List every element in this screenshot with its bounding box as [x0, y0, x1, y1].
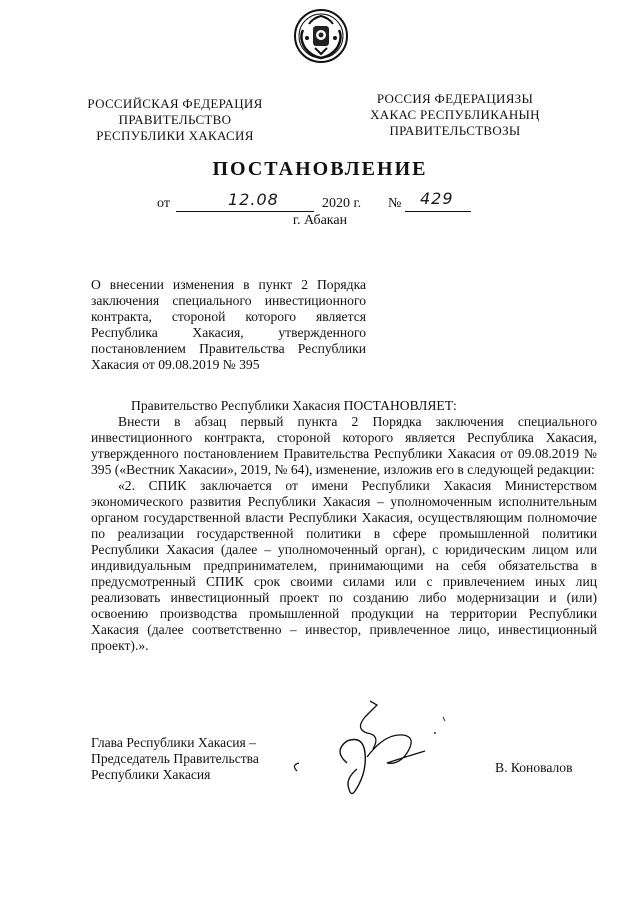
city: г. Абакан: [292, 213, 348, 228]
subject-line: заключения специального инвестиционного: [91, 293, 366, 308]
document-title: ПОСТАНОВЛЕНИЕ: [212, 158, 428, 180]
subject-block: [91, 277, 366, 373]
subject-line: Республика Хакасия, утвержденного: [91, 325, 366, 340]
header-right-line: ПРАВИТЕЛЬСТВОЗЫ: [389, 123, 521, 138]
signatory-line: Председатель Правительства: [91, 751, 259, 766]
handwritten-number: 429: [420, 189, 454, 208]
header-right-line: РОССИЯ ФЕДЕРАЦИЯЗЫ: [376, 91, 534, 106]
subject-line: контракта, стороной которого является: [91, 309, 366, 324]
header-left-line: РЕСПУБЛИКИ ХАКАСИЯ: [96, 128, 254, 143]
header-right: [355, 91, 555, 139]
coat-of-arms-icon: [293, 8, 349, 64]
header-left: [75, 96, 275, 144]
signatory-line: Глава Республики Хакасия –: [91, 735, 256, 750]
signatory-line: Республики Хакасия: [91, 767, 211, 782]
signatory-name: В. Коновалов: [495, 760, 573, 775]
year-label: 2020 г.: [322, 196, 362, 211]
paragraph-1: Внести в абзац первый пункта 2 Порядка заключения специального инвестиционного контракта, стороной которого является Республика Хакасия, утвержденного постановлением Правительства Республики Хакасия от 09.08.2019 № 395 («Вестник Хакасии», 2019, № 64), изменение, изложив его в следующей редакции:: [91, 414, 597, 477]
handwritten-date: 12.08: [228, 190, 279, 209]
header-left-line: ПРАВИТЕЛЬСТВО: [118, 112, 232, 127]
signatory-title: [91, 735, 259, 783]
subject-line: постановлением Правительства Республики: [91, 341, 366, 356]
from-label: от: [157, 196, 170, 211]
header-left-line: РОССИЙСКАЯ ФЕДЕРАЦИЯ: [87, 96, 263, 111]
paragraph-2: «2. СПИК заключается от имени Республики Хакасия Министерством экономического развития Республики Хакасия – уполномоченным исполнительным органом государственной власти Республики Хакасия, осуществляющим полномочие по реализации государственной политики в сфере промышленной политики Республики Хакасия (далее – уполномоченный орган), с юридическим лицом или индивидуальным предпринимателем, принимающими на себя обязательства в предусмотренный СПИК срок своими силами или с привлечением иных лиц реализовать инвестиционный проект по созданию либо модернизации и (или) освоению производства промышленной продукции на территории Республики Хакасия (далее соответственно – инвестор, привлеченное лицо, инвестиционный проект).».: [91, 478, 597, 653]
document-body: [91, 398, 597, 654]
preamble: Правительство Республики Хакасия ПОСТАНОВЛЯЕТ:: [131, 398, 457, 413]
header-right-line: ХАКАС РЕСПУБЛИКАНЫҢ: [370, 107, 540, 122]
subject-line: Хакасия от 09.08.2019 № 395: [91, 357, 260, 372]
number-label: №: [388, 196, 402, 211]
handwritten-signature: [285, 693, 455, 803]
subject-line: О внесении изменения в пункт 2 Порядка: [91, 277, 366, 292]
